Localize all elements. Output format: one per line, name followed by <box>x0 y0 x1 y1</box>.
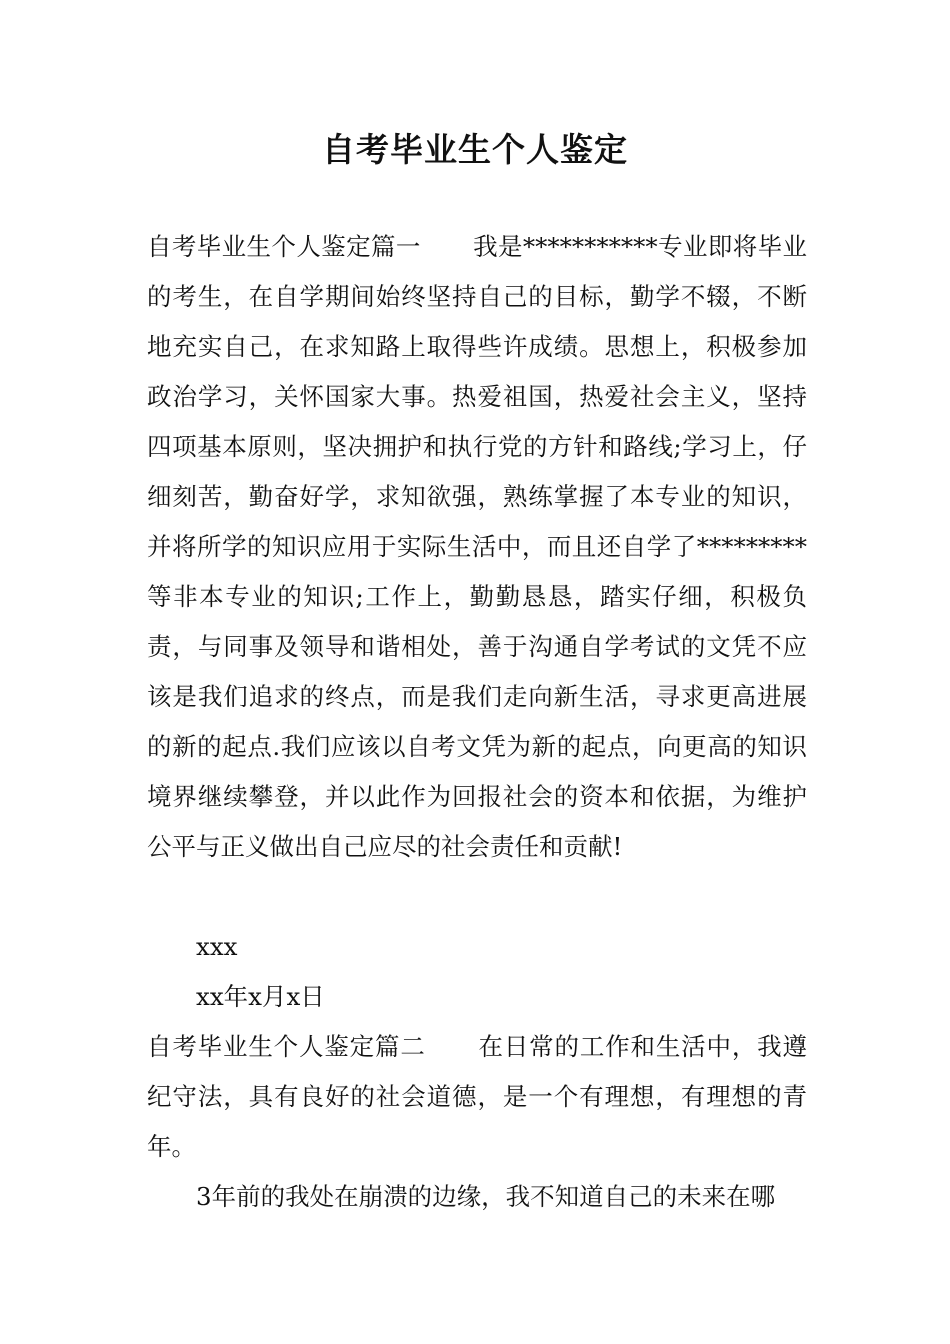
section-1-paragraph <box>147 222 807 872</box>
document-title: 自考毕业生个人鉴定 <box>322 130 628 169</box>
signature-date: xx年x月x日 <box>196 982 325 1011</box>
section-2-text: 在日常的工作和生活中，我遵纪守法，具有良好的社会道德，是一个有理想，有理想的青年。 <box>147 1032 808 1161</box>
signature-name: xxx <box>196 932 238 961</box>
section-2-heading: 自考毕业生个人鉴定篇二 <box>147 1032 426 1061</box>
section-1-text: 我是***********专业即将毕业的考生，在自学期间始终坚持自己的目标，勤学不辍，不断地充实自己，在求知路上取得些许成绩。思想上，积极参加政治学习，关怀国家大事。热爱祖国，热爱社会主义，坚持四项基本原则，坚决拥护和执行党的方针和路线;学习上，仔细刻苦，勤奋好学，求知欲强，熟练掌握了本专业的知识，并将所学的知识应用于实际生活中，而且还自学了*********等非本专业的知识;工作上，勤勤恳恳，踏实仔细，积极负责，与同事及领导和谐相处，善于沟通自学考试的文凭不应该是我们追求的终点，而是我们走向新生活，寻求更高进展的新的起点.我们应该以自考文凭为新的起点，向更高的知识境界继续攀登，并以此作为回报社会的资本和依据，为维护公平与正义做出自己应尽的社会责任和贡献! <box>147 232 808 861</box>
section-2-paragraph <box>147 1022 807 1172</box>
section-1-heading: 自考毕业生个人鉴定篇一 <box>147 232 421 261</box>
section-2-paragraph-2: 3年前的我处在崩溃的边缘，我不知道自己的未来在哪 <box>196 1182 776 1211</box>
